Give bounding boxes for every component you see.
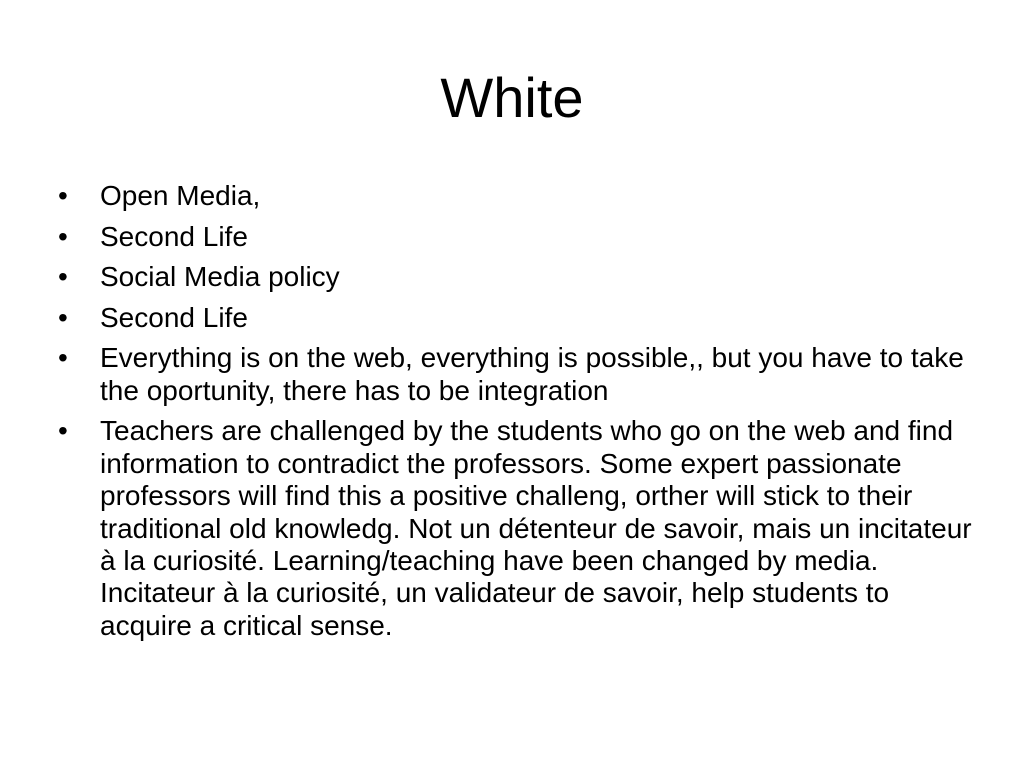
bullet-list — [58, 180, 978, 650]
bullet-item-second-life — [58, 221, 978, 253]
bullet-item-social-media-policy — [58, 261, 978, 293]
slide-title: White — [440, 66, 584, 129]
bullet-text: Everything is on the web, everything is possible,, but you have to take the oportunity, there has to be integration — [100, 342, 964, 406]
bullet-dot-icon: • — [58, 220, 68, 252]
bullet-text: Social Media policy — [100, 261, 340, 293]
bullet-item-second-life-repeat — [58, 302, 978, 334]
bullet-dot-icon: • — [58, 261, 68, 293]
bullet-dot-icon: • — [58, 180, 68, 211]
bullet-dot-icon: • — [58, 301, 68, 333]
bullet-item-open-media — [58, 180, 978, 212]
bullet-text: Teachers are challenged by the students who go on the web and find information to contradict the professors. Some expert passionate professors will find this a positive challeng, orther will stick to their traditional old knowledg. Not un détenteur de savoir, mais un incitateur à la curiosité. Learning/teaching have been changed by media. Incitateur à la curiosité, un validateur de savoir, help students to acquire a critical sense. — [100, 415, 972, 641]
bullet-text: Second Life — [100, 301, 248, 333]
bullet-item-teachers-challenged — [58, 415, 978, 642]
bullet-text: Second Life — [100, 220, 248, 252]
bullet-item-everything-on-web — [58, 342, 978, 407]
bullet-dot-icon: • — [58, 415, 68, 447]
bullet-text: Open Media, — [100, 180, 261, 211]
bullet-dot-icon: • — [58, 342, 68, 374]
